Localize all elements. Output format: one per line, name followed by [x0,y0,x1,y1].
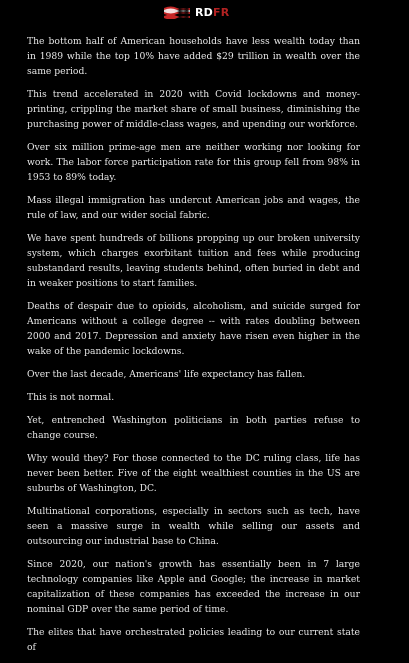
paragraph: Over six million prime-age men are neither working nor looking for work. The labor force participation rate for this group fell from 98% in 1953 to 89% today. [27,142,360,183]
paragraph: The bottom half of American households have less wealth today than in 1989 while the top 10% have added $29 trillion in wealth over the same period. [27,36,360,77]
paragraph: Since 2020, our nation's growth has essentially been in 7 large technology companies like Apple and Google; the increase in market capitalization of these companies has exceeded the increase in our nominal GDP over the same period of time. [27,559,360,615]
article-body [27,34,360,663]
paragraph: The elites that have orchestrated policies leading to our current state of [27,627,360,653]
paragraph: Why would they? For those connected to the DC ruling class, life has never been better. Five of the eight wealthiest counties in the US are suburbs of Washington, DC. [27,453,360,494]
top-bar [0,0,409,27]
paragraph: We have spent hundreds of billions propping up our broken university system, which charges exorbitant tuition and fees while producing substandard results, leaving students behind, often buried in debt and in weaker positions to start families. [27,233,360,289]
paragraph: This is not normal. [27,392,115,403]
flag-logo-icon [163,5,191,19]
logo-text: RDFR [195,5,230,19]
site-logo[interactable] [163,4,229,20]
paragraph: Mass illegal immigration has undercut American jobs and wages, the rule of law, and our wider social fabric. [27,195,360,221]
paragraph: Deaths of despair due to opioids, alcoholism, and suicide surged for Americans without a college degree -- with rates doubling between 2000 and 2017. Depression and anxiety have risen even higher in the wake of the pandemic lockdowns. [27,301,360,357]
paragraph: Multinational corporations, especially in sectors such as tech, have seen a massive surge in wealth while selling our assets and outsourcing our industrial base to China. [27,506,360,547]
paragraph: This trend accelerated in 2020 with Covid lockdowns and money-printing, crippling the market share of small business, diminishing the purchasing power of middle-class wages, and upending our workforce. [27,89,360,130]
paragraph: Over the last decade, Americans' life expectancy has fallen. [27,369,306,380]
paragraph: Yet, entrenched Washington politicians in both parties refuse to change course. [27,415,360,441]
